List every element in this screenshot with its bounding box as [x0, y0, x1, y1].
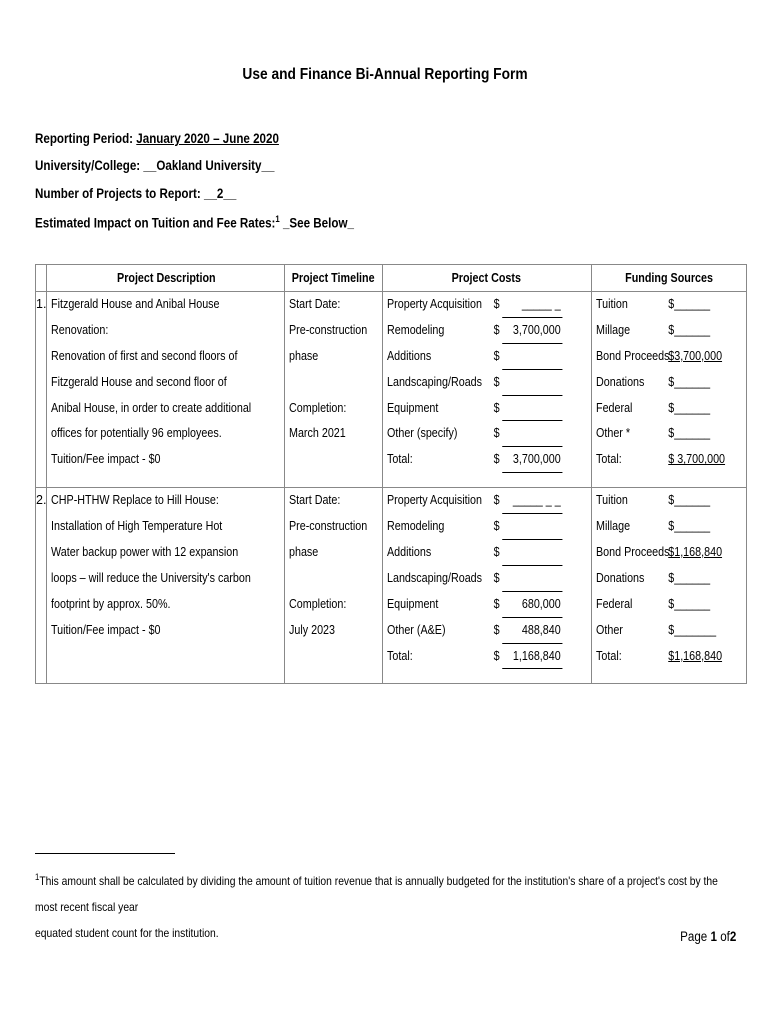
funding-label: Donations: [595, 570, 644, 585]
project-number-text: 2.: [36, 493, 47, 508]
reporting-period: [35, 131, 279, 146]
funding-value: $______: [667, 596, 710, 611]
page-of: of: [719, 929, 730, 944]
projects-table: [35, 264, 747, 684]
page-number: [680, 929, 736, 944]
funding-item: [596, 396, 725, 422]
project-costs: [382, 292, 591, 488]
funding-value: $______: [667, 374, 710, 389]
project-row: [36, 488, 747, 684]
cost-label: Landscaping/Roads: [386, 570, 482, 585]
cost-item: [387, 618, 562, 644]
cost-item: [387, 370, 562, 396]
footnote-text-1: This amount shall be calculated by dividing the amount of tuition revenue that is annually budgeted for the institution's share of a project's cost by the most recent fiscal year: [35, 874, 718, 914]
funding-value: $1,168,840: [667, 545, 722, 560]
project-description-line: Renovation:: [51, 322, 109, 337]
project-timeline-line: Completion:: [289, 596, 347, 611]
cost-dollar: $: [493, 452, 500, 467]
cost-amount: _____ _: [502, 292, 562, 318]
funding-sources: [591, 292, 746, 488]
impact-label: Estimated Impact on Tuition and Fee Rates:: [35, 215, 276, 231]
project-timeline: [285, 488, 382, 684]
funding-label: Bond Proceeds: [595, 545, 670, 560]
cost-dollar: $: [493, 297, 500, 311]
impact-value: _See Below_: [282, 215, 354, 231]
cost-label: Equipment: [386, 400, 438, 415]
project-description-line: Water backup power with 12 expansion: [51, 545, 239, 560]
project-timeline-line: Start Date:: [289, 493, 341, 508]
project-timeline-line: July 2023: [289, 622, 336, 637]
university-value: __Oakland University__: [143, 158, 275, 173]
cost-amount: [502, 370, 562, 396]
cost-label: Property Acquisition: [386, 297, 482, 311]
header-description: Project Description: [47, 265, 285, 292]
cost-item: [387, 488, 562, 514]
cost-dollar: $: [493, 570, 500, 585]
funding-value: $______: [667, 400, 710, 415]
cost-label: Landscaping/Roads: [386, 374, 482, 389]
funding-value: $______: [667, 322, 710, 337]
project-description-line: offices for potentially 96 employees.: [51, 426, 223, 441]
funding-label: Donations: [595, 374, 644, 389]
impact-footnote-ref: 1: [275, 214, 280, 224]
project-timeline-line: Start Date:: [289, 297, 341, 311]
project-description-line: footprint by approx. 50%.: [51, 596, 171, 611]
cost-item: [387, 592, 562, 618]
funding-item: [596, 488, 725, 514]
funding-item: [596, 592, 725, 618]
funding-value: $1,168,840: [667, 648, 722, 663]
funding-label: Total:: [595, 648, 622, 663]
cost-amount: [502, 344, 562, 370]
header-costs: Project Costs: [382, 265, 591, 292]
cost-dollar: $: [493, 493, 500, 508]
university: [35, 158, 274, 173]
cost-dollar: $: [493, 400, 500, 415]
cost-amount: [502, 540, 562, 566]
cost-label: Additions: [386, 545, 431, 560]
funding-label: Millage: [595, 322, 630, 337]
funding-item: [596, 318, 725, 344]
cost-label: Property Acquisition: [386, 493, 482, 508]
funding-label: Federal: [595, 400, 633, 415]
cost-amount: [502, 514, 562, 540]
footnote-marker: 1: [35, 872, 40, 882]
project-timeline: [285, 292, 382, 488]
project-description-line: Fitzgerald House and Anibal House: [51, 297, 220, 311]
project-description: [47, 488, 285, 684]
project-number-text: 1.: [36, 297, 47, 311]
cost-amount: 3,700,000: [502, 318, 562, 344]
cost-item: [387, 447, 562, 473]
funding-label: Millage: [595, 519, 630, 534]
page-total: 2: [729, 929, 736, 944]
project-timeline-line: phase: [289, 348, 319, 363]
cost-amount: [502, 421, 562, 447]
cost-dollar: $: [493, 519, 500, 534]
project-description-line: Tuition/Fee impact - $0: [51, 622, 161, 637]
cost-item: [387, 566, 562, 592]
cost-dollar: $: [493, 348, 500, 363]
funding-label: Other *: [595, 426, 630, 441]
page-current: 1: [710, 929, 717, 944]
estimated-impact: [35, 214, 354, 231]
cost-label: Additions: [386, 348, 431, 363]
funding-value: $______: [667, 493, 710, 508]
cost-item: [387, 540, 562, 566]
project-row: [36, 292, 747, 488]
cost-amount: _____ _ _: [502, 488, 562, 514]
cost-amount: [502, 396, 562, 422]
project-timeline-line: March 2021: [289, 426, 347, 441]
project-timeline-line: [289, 644, 368, 670]
project-timeline-line: [289, 370, 368, 396]
cost-item: [387, 344, 562, 370]
header-number: [36, 265, 47, 292]
header-timeline: Project Timeline: [285, 265, 382, 292]
cost-label: Remodeling: [386, 322, 444, 337]
funding-value: $______: [667, 297, 710, 311]
projects-value: __2__: [204, 186, 237, 201]
project-costs: [382, 488, 591, 684]
project-timeline-line: Pre-construction: [289, 519, 368, 534]
funding-label: Federal: [595, 596, 633, 611]
table-header-row: [36, 265, 747, 292]
university-label: University/College:: [35, 158, 141, 173]
form-title: Use and Finance Bi-Annual Reporting Form: [242, 66, 528, 83]
reporting-period-value: January 2020 – June 2020: [136, 131, 279, 146]
cost-label: Total:: [386, 452, 413, 467]
funding-label: Other: [595, 622, 623, 637]
cost-dollar: $: [493, 622, 500, 637]
project-description-line: [51, 644, 251, 670]
cost-amount: 1,168,840: [502, 644, 562, 670]
project-description-line: loops – will reduce the University's carbon: [51, 570, 252, 585]
cost-label: Remodeling: [386, 519, 444, 534]
funding-value: $ 3,700,000: [667, 452, 725, 467]
reporting-period-label: Reporting Period:: [35, 131, 134, 146]
funding-item: [596, 344, 725, 370]
cost-dollar: $: [493, 374, 500, 389]
cost-label: Equipment: [386, 596, 438, 611]
page-label: Page: [679, 929, 707, 944]
funding-label: Bond Proceeds: [595, 348, 670, 363]
funding-item: [596, 370, 725, 396]
funding-item: [596, 540, 725, 566]
footnote-divider: [35, 853, 175, 854]
cost-dollar: $: [493, 596, 500, 611]
funding-item: [596, 618, 725, 644]
project-timeline-line: Completion:: [289, 400, 347, 415]
funding-item: [596, 292, 725, 318]
project-description-line: Installation of High Temperature Hot: [51, 519, 223, 534]
header-funding: Funding Sources: [591, 265, 746, 292]
project-description-line: Renovation of first and second floors of: [51, 348, 238, 363]
funding-value: $3,700,000: [667, 348, 722, 363]
project-number: [36, 488, 47, 684]
cost-label: Other (specify): [386, 426, 458, 441]
cost-item: [387, 514, 562, 540]
cost-dollar: $: [493, 426, 500, 441]
project-timeline-line: Pre-construction: [289, 322, 368, 337]
cost-item: [387, 644, 562, 670]
project-description-line: Fitzgerald House and second floor of: [51, 374, 228, 389]
project-description-line: Anibal House, in order to create additional: [51, 400, 252, 415]
cost-label: Other (A&E): [386, 622, 446, 637]
cost-amount: 3,700,000: [502, 447, 562, 473]
number-of-projects: [35, 186, 236, 201]
funding-sources: [591, 488, 746, 684]
cost-item: [387, 292, 562, 318]
funding-label: Total:: [595, 452, 622, 467]
footnote: [35, 864, 740, 946]
project-description: [47, 292, 285, 488]
cost-amount: [502, 566, 562, 592]
cost-amount: 680,000: [502, 592, 562, 618]
funding-value: $_______: [667, 622, 716, 637]
funding-label: Tuition: [595, 493, 628, 508]
funding-item: [596, 421, 725, 447]
project-timeline-line: phase: [289, 545, 319, 560]
project-description-line: CHP-HTHW Replace to Hill House:: [51, 493, 220, 508]
cost-label: Total:: [386, 648, 413, 663]
footnote-text-2: equated student count for the institution.: [35, 926, 219, 940]
project-number: [36, 292, 47, 488]
project-timeline-line: [289, 566, 368, 592]
funding-value: $______: [667, 519, 710, 534]
funding-item: [596, 566, 725, 592]
funding-item: [596, 447, 725, 473]
cost-amount: 488,840: [502, 618, 562, 644]
project-timeline-line: [289, 447, 368, 473]
projects-label: Number of Projects to Report:: [35, 186, 201, 201]
cost-item: [387, 318, 562, 344]
funding-value: $______: [667, 570, 710, 585]
funding-item: [596, 644, 725, 670]
cost-dollar: $: [493, 322, 500, 337]
funding-item: [596, 514, 725, 540]
project-description-line: Tuition/Fee impact - $0: [51, 452, 161, 467]
cost-item: [387, 421, 562, 447]
cost-dollar: $: [493, 648, 500, 663]
funding-value: $______: [667, 426, 710, 441]
cost-dollar: $: [493, 545, 500, 560]
cost-item: [387, 396, 562, 422]
funding-label: Tuition: [595, 297, 628, 311]
